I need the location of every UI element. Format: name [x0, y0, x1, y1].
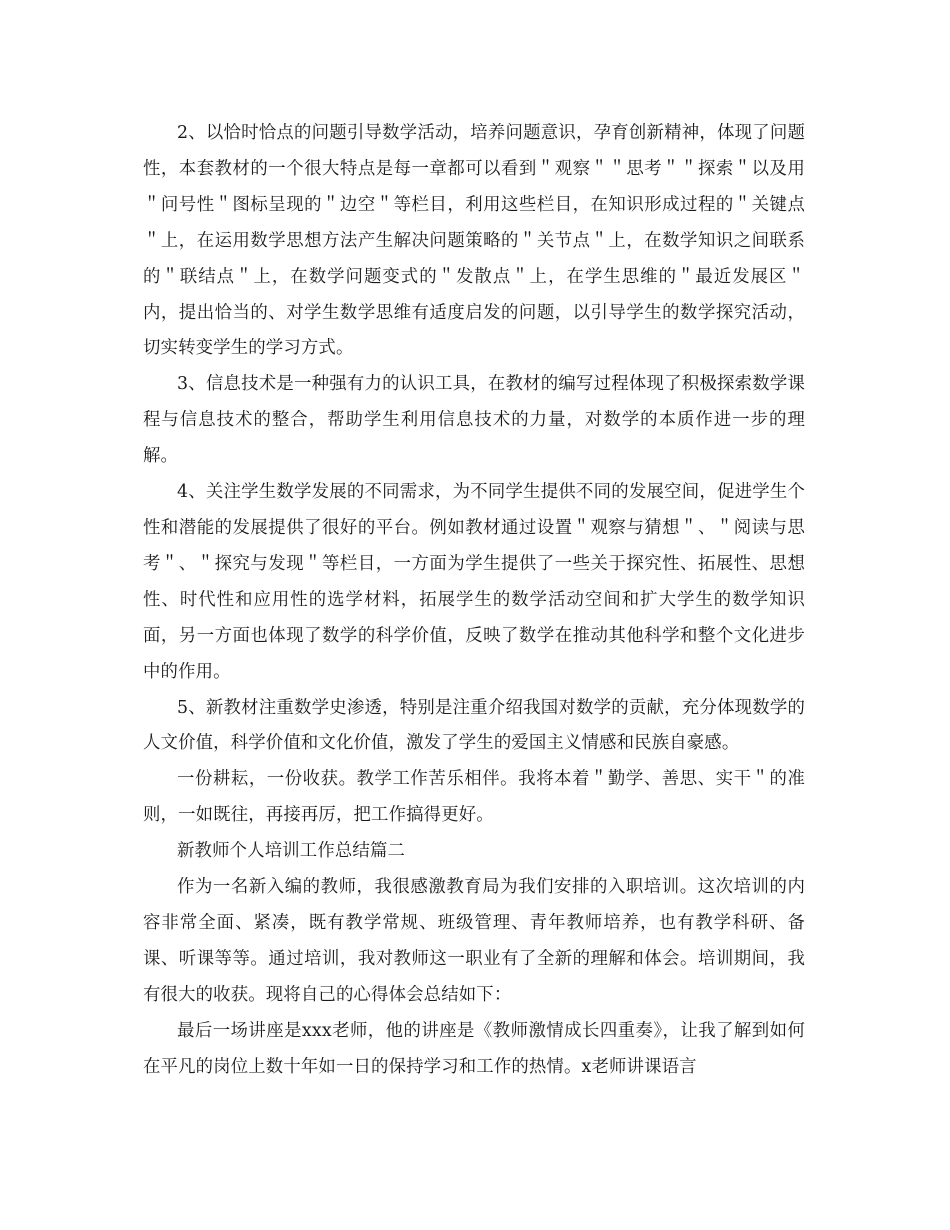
paragraph-point-2: 2、以恰时恰点的问题引导数学活动，培养问题意识，孕育创新精神，体现了问题性，本套教材的一个很大特点是每一章都可以看到＂观察＂＂思考＂＂探索＂以及用＂问号性＂图标呈现的＂边空＂等栏目，利用这些栏目，在知识形成过程的＂关键点＂上，在运用数学思想方法产生解决问题策略的＂关节点＂上，在数学知识之间联系的＂联结点＂上，在数学问题变式的＂发散点＂上，在学生思维的＂最近发展区＂内，提出恰当的、对学生数学思维有适度启发的问题，以引导学生的数学探究活动，切实转变学生的学习方式。: [143, 123, 805, 359]
section-heading: 新教师个人培训工作总结篇二: [177, 841, 406, 862]
paragraph-lecture: 最后一场讲座是xxx老师，他的讲座是《教师激情成长四重奏》，让我了解到如何在平凡的岗位上数十年如一日的保持学习和工作的热情。x老师讲课语言: [143, 1020, 805, 1077]
paragraph-intro: 作为一名新入编的教师，我很感激教育局为我们安排的入职培训。这次培训的内容非常全面、紧凑，既有教学常规、班级管理、青年教师培养，也有教学科研、备课、听课等等。通过培训，我对教师这一职业有了全新的理解和体会。培训期间，我有很大的收获。现将自己的心得体会总结如下：: [143, 877, 805, 1005]
paragraph-conclusion: 一份耕耘，一份收获。教学工作苦乐相伴。我将本着＂勤学、善思、实干＂的准则，一如既往，再接再厉，把工作搞得更好。: [143, 769, 805, 826]
paragraph-point-5: 5、新教材注重数学史渗透，特别是注重介绍我国对数学的贡献，充分体现数学的人文价值，科学价值和文化价值，激发了学生的爱国主义情感和民族自豪感。: [143, 697, 805, 754]
paragraph-point-4: 4、关注学生数学发展的不同需求，为不同学生提供不同的发展空间，促进学生个性和潜能的发展提供了很好的平台。例如教材通过设置＂观察与猜想＂、＂阅读与思考＂、＂探究与发现＂等栏目，一方面为学生提供了一些关于探究性、拓展性、思想性、时代性和应用性的选学材料，拓展学生的数学活动空间和扩大学生的数学知识面，另一方面也体现了数学的科学价值，反映了数学在推动其他科学和整个文化进步中的作用。: [143, 482, 805, 682]
document-body: [143, 116, 805, 1085]
paragraph-point-3: 3、信息技术是一种强有力的认识工具，在教材的编写过程体现了积极探索数学课程与信息技术的整合，帮助学生利用信息技术的力量，对数学的本质作进一步的理解。: [143, 374, 805, 467]
